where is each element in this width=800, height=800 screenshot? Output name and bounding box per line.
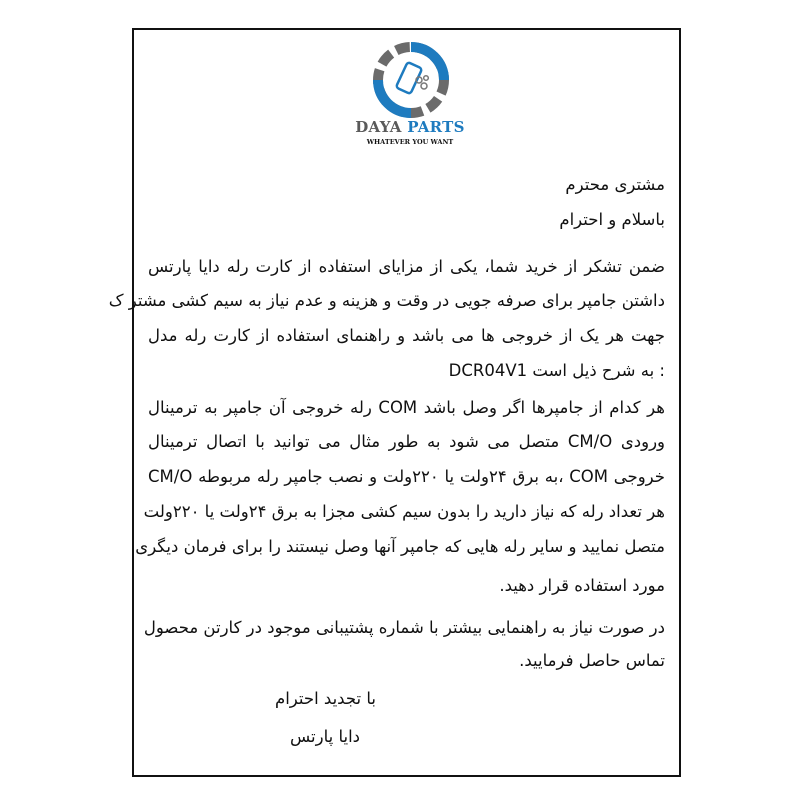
closing-regards: با تجدید احترام	[275, 689, 376, 708]
paragraph3-line: تماس حاصل فرمایید.	[519, 651, 665, 670]
gear-phone-logo-icon	[373, 42, 449, 118]
paragraph2-line: ورودی CM/O متصل می شود به طور مثال می توانید با اتصال ترمینال	[148, 432, 665, 451]
paragraph3-line: در صورت نیاز به راهنمایی بیشتر با شماره پشتیبانی موجود در کارتن محصول	[143, 618, 665, 637]
paragraph1-line: ضمن تشکر از خرید شما، یکی از مزایای استفاده از کارت رله دایا پارتس	[148, 257, 665, 276]
paragraph2-line: هر کدام از جامپرها اگر وصل باشد COM رله خروجی آن جامپر به ترمینال	[148, 398, 665, 417]
signature-company: دایا پارتس	[290, 727, 361, 746]
paragraph1-line: جهت هر یک از خروجی ها می باشد و راهنمای استفاده از کارت رله مدل	[148, 326, 665, 345]
paragraph1-line: DCR04V1 به شرح ذیل است :	[448, 361, 665, 380]
greeting-line: باسلام و احترام	[559, 210, 665, 229]
daya-parts-logo	[355, 42, 465, 154]
brand-name: DAYA PARTS	[355, 118, 465, 136]
paragraph2-line: هر تعداد رله که نیاز دارید را بدون سیم کشی مجزا به برق ۲۴ولت یا ۲۲۰ولت	[143, 502, 665, 521]
paragraph2-line: متصل نمایید و سایر رله هایی که جامپر آنها وصل نیستند را برای فرمان دیگری	[135, 537, 665, 556]
paragraph1-line: داشتن جامپر برای صرفه جویی در وقت و هزینه و عدم نیاز به سیم کشی مشتر ک	[108, 291, 665, 310]
paragraph2-line: CM/O به برق ۲۴ولت یا ۲۲۰ولت و نصب جامپر رله مربوطه، COM خروجی	[148, 467, 665, 486]
paragraph2-line: مورد استفاده قرار دهید.	[499, 576, 665, 595]
brand-tagline: WHATEVER YOU WANT	[366, 138, 454, 146]
salutation: مشتری محترم	[565, 175, 665, 194]
